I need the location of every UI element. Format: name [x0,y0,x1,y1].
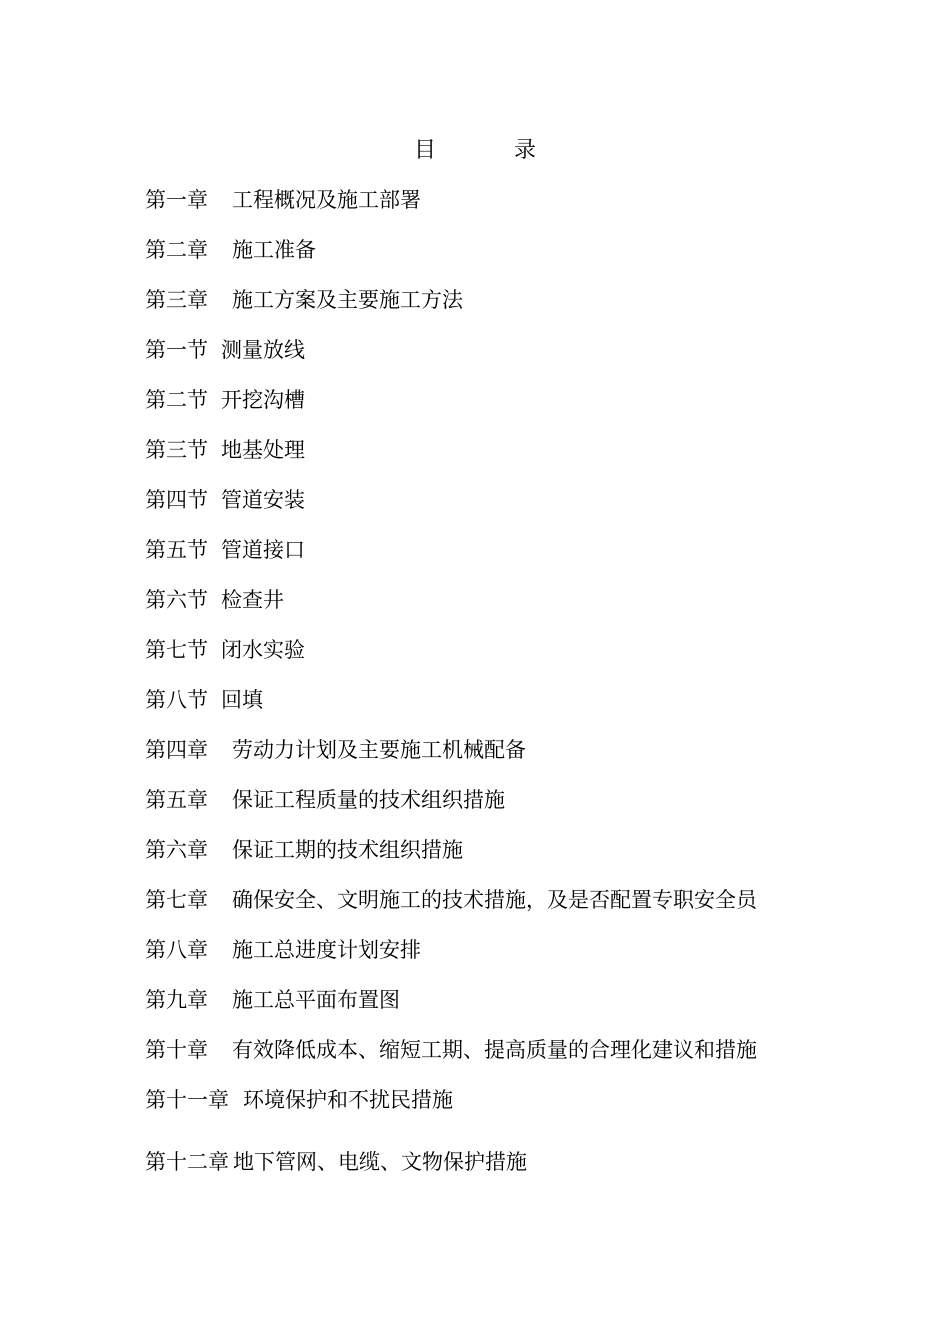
toc-title-char-1: 目 [414,138,437,163]
toc-entry-text: 施工总平面布置图 [232,988,400,1012]
toc-entry[interactable] [145,884,757,916]
toc-entry[interactable] [145,634,305,666]
toc-entry-number: 第十二章 [145,1150,229,1174]
toc-entry[interactable] [145,1146,527,1178]
toc-entry-text: 管道安装 [221,488,305,512]
toc-entry-text: 施工准备 [232,238,316,262]
toc-entry-number: 第十一章 [145,1088,229,1112]
toc-entry-number: 第七节 [145,638,208,662]
toc-entry-text: 检查井 [221,588,284,612]
toc-entry-text: 施工方案及主要施工方法 [232,288,463,312]
toc-entry-number: 第四节 [145,488,208,512]
toc-entry-text: 施工总进度计划安排 [232,938,421,962]
toc-entry[interactable] [145,734,526,766]
toc-entry-text: 回填 [221,688,263,712]
toc-entry-number: 第二章 [145,238,208,262]
toc-title-char-2: 录 [514,138,537,163]
toc-entry[interactable] [145,184,421,216]
toc-entry[interactable] [145,584,284,616]
toc-entry-number: 第三节 [145,438,208,462]
toc-entry-number: 第六节 [145,588,208,612]
toc-entry[interactable] [145,334,305,366]
toc-entry-text: 测量放线 [221,338,305,362]
toc-entry[interactable] [145,1084,453,1116]
toc-entry-text: 地下管网、电缆、文物保护措施 [233,1150,527,1174]
toc-entry[interactable] [145,684,263,716]
toc-entry[interactable] [145,534,305,566]
toc-entry-number: 第十章 [145,1038,208,1062]
toc-entry-number: 第二节 [145,388,208,412]
toc-entry-text: 地基处理 [221,438,305,462]
toc-entry-text: 有效降低成本、缩短工期、提高质量的合理化建议和措施 [232,1038,757,1062]
toc-entry-number: 第五章 [145,788,208,812]
toc-entry-text: 管道接口 [221,538,305,562]
toc-entry-text: 工程概况及施工部署 [232,188,421,212]
toc-entry-text: 环境保护和不扰民措施 [243,1088,453,1112]
toc-entry-text: 开挖沟槽 [221,388,305,412]
toc-entry-text: 保证工程质量的技术组织措施 [232,788,505,812]
toc-entry-number: 第九章 [145,988,208,1012]
toc-entry-text: 闭水实验 [221,638,305,662]
toc-entry[interactable] [145,284,463,316]
toc-entry-number: 第五节 [145,538,208,562]
toc-entry-number: 第一章 [145,188,208,212]
toc-entry-number: 第八节 [145,688,208,712]
toc-entry[interactable] [145,1034,757,1066]
toc-entry-number: 第三章 [145,288,208,312]
toc-entry[interactable] [145,834,463,866]
toc-entry-number: 第一节 [145,338,208,362]
toc-entry[interactable] [145,484,305,516]
toc-entry-text: 保证工期的技术组织措施 [232,838,463,862]
toc-entry[interactable] [145,384,305,416]
toc-entry-text: 劳动力计划及主要施工机械配备 [232,738,526,762]
toc-entry-number: 第六章 [145,838,208,862]
toc-entry[interactable] [145,934,421,966]
toc-entry-number: 第四章 [145,738,208,762]
toc-entry-text: 确保安全、文明施工的技术措施，及是否配置专职安全员 [232,888,757,912]
toc-entry-number: 第八章 [145,938,208,962]
toc-entry[interactable] [145,234,316,266]
toc-entry[interactable] [145,784,505,816]
toc-entry[interactable] [145,984,400,1016]
toc-entry[interactable] [145,434,305,466]
toc-entry-number: 第七章 [145,888,208,912]
toc-title [0,135,950,167]
